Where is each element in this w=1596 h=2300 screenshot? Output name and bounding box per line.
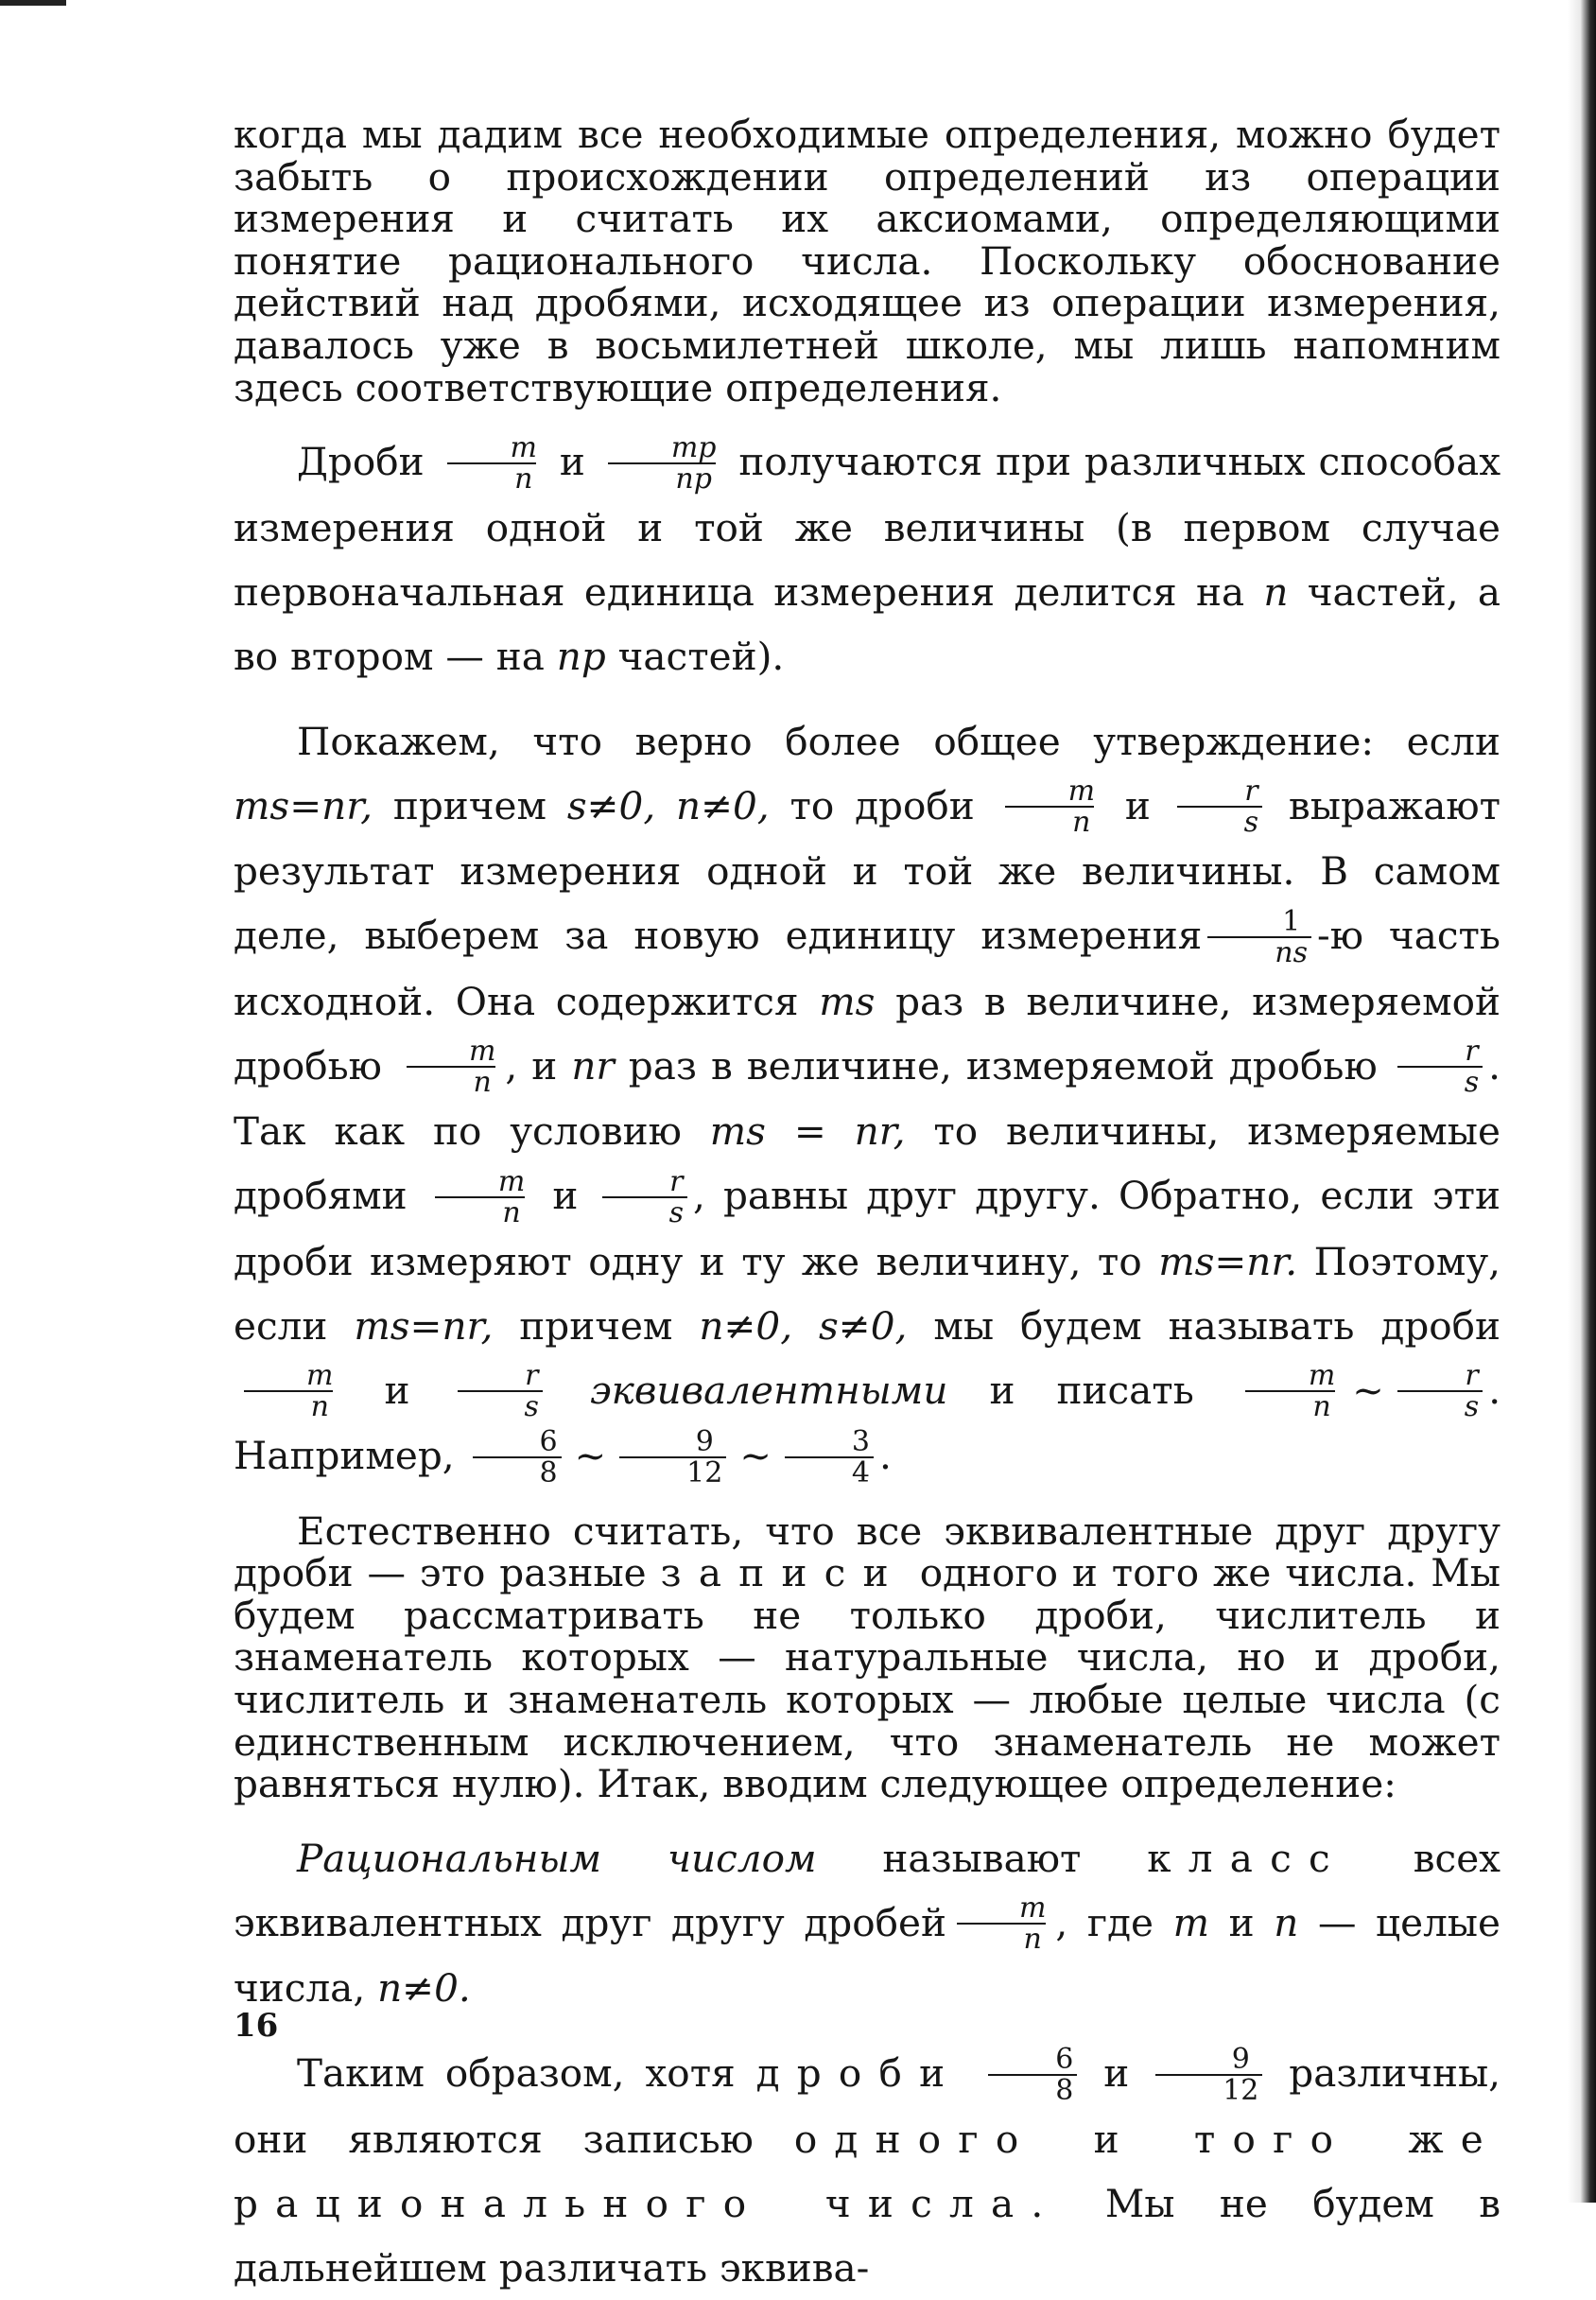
page-number: 16	[234, 2007, 279, 2045]
scan-corner-mark	[0, 0, 66, 6]
fraction-1-over-ns: $\frac{1}{ns}$	[1207, 907, 1311, 967]
paragraph-1: когда мы дадим все необходимые определения, можно будет забыть о происхождении определений из операции измерения и считать их аксиомами, определяющими понятие рационального числа. Поскольку обоснование действий над дробями, исходящее из операции измерения, давалось уже в восьмилетней школе, мы лишь напомним здесь соответствующие определения.	[234, 112, 1501, 410]
fraction-m-over-n: $\frac{m}{n}$	[952, 1893, 1050, 1954]
fraction-r-over-s: $\frac{r}{s}$	[1177, 776, 1262, 837]
fraction-m-over-n: $\frac{m}{n}$	[402, 1037, 499, 1097]
scan-page-edge	[1568, 0, 1596, 2203]
paragraph-5-definition: Рациональным числом называют класс всех эквивалентных друг другу дробей $\frac{m}{n}$ , где m и n — целые числа, n≠0.	[234, 1835, 1501, 2012]
fraction-6-over-8: $\frac{6}{8}$	[473, 1427, 562, 1488]
fraction-m-over-n: $\frac{m}{n}$	[443, 433, 541, 494]
term-equivalent: эквивалентными	[590, 1367, 948, 1413]
fraction-r-over-s: $\frac{r}{s}$	[602, 1167, 687, 1228]
spaced-word-zapisi: записи	[660, 1550, 906, 1596]
fraction-r-over-s: $\frac{r}{s}$	[1397, 1361, 1483, 1421]
page-body	[234, 113, 1501, 2300]
spaced-word-klass: класс	[1147, 1835, 1347, 1881]
paragraph-2: Дроби $\frac{m}{n}$ и $\frac{mp}{np}$ получаются при различных способах измерения одной и той же величины (в первом случае первоначальная единица измерения делится на n частей, а во втором — на np частей).	[234, 430, 1501, 679]
fraction-m-over-n: $\frac{m}{n}$	[1241, 1361, 1339, 1421]
paragraph-4: Естественно считать, что все эквивалентные друг другу дроби — это разные записи одного и того же числа. Мы будем рассматривать не только дроби, числитель и знаменатель которых — натуральные числа, но и дроби, числитель и знаменатель которых — любые целые числа (с единственным исключением, что знаменатель не может равняться нулю). Итак, вводим следующее определение:	[234, 1507, 1501, 1807]
fraction-r-over-s: $\frac{r}{s}$	[1397, 1037, 1483, 1097]
fraction-9-over-12: $\frac{9}{12}$	[619, 1427, 726, 1488]
fraction-r-over-s: $\frac{r}{s}$	[458, 1361, 543, 1421]
fraction-3-over-4: $\frac{3}{4}$	[785, 1427, 874, 1488]
fraction-6-over-8: $\frac{6}{8}$	[988, 2045, 1077, 2105]
paragraph-3: Покажем, что верно более общее утверждение: если ms=nr, причем s≠0, n≠0, то дроби $\frac{m}{n}$ и $\frac{r}{s}$ выражают результат измерения одной и той же величины. В самом деле, выберем за новую единицу измерения $\frac{1}{ns}$ -ю часть исходной. Она содержится ms раз в величине, измеряемой дробью $\frac{m}{n}$ , и nr раз в величине, измеряемой дробью $\frac{r}{s}$ . Так как по условию ms = nr, то величины, измеряемые дробями $\frac{m}{n}$ и $\frac{r}{s}$ , равны друг другу. Обратно, если эти дроби измеряют одну и ту же величину, то ms=nr. Поэтому, если ms=nr, причем n≠0, s≠0, мы будем называть дроби $\frac{m}{n}$ и $\frac{r}{s}$ эквивалентными и писать $\frac{m}{n}$ ~ $\frac{r}{s}$ . Например, $\frac{6}{8}$ ~ $\frac{9}{12}$ ~ $\frac{3}{4}$ .	[234, 718, 1501, 1490]
spaced-word-drobi: дроби	[755, 2050, 963, 2097]
fraction-m-over-n: $\frac{m}{n}$	[431, 1167, 529, 1228]
fraction-9-over-12: $\frac{9}{12}$	[1155, 2045, 1262, 2105]
spaced-phrase-one-rational-number: одного и того же рационального числа.	[234, 2116, 1501, 2226]
term-rational-number: Рациональным числом	[297, 1835, 817, 1881]
paragraph-6: Таким образом, хотя дроби $\frac{6}{8}$ и $\frac{9}{12}$ различны, они являются записью одного и того же рационального числа. Мы не будем в дальнейшем различать эквива-	[234, 2042, 1501, 2291]
fraction-m-over-n: $\frac{m}{n}$	[239, 1361, 337, 1421]
fraction-mp-over-np: $\frac{mp}{np}$	[604, 433, 720, 494]
fraction-m-over-n: $\frac{m}{n}$	[1001, 776, 1099, 837]
